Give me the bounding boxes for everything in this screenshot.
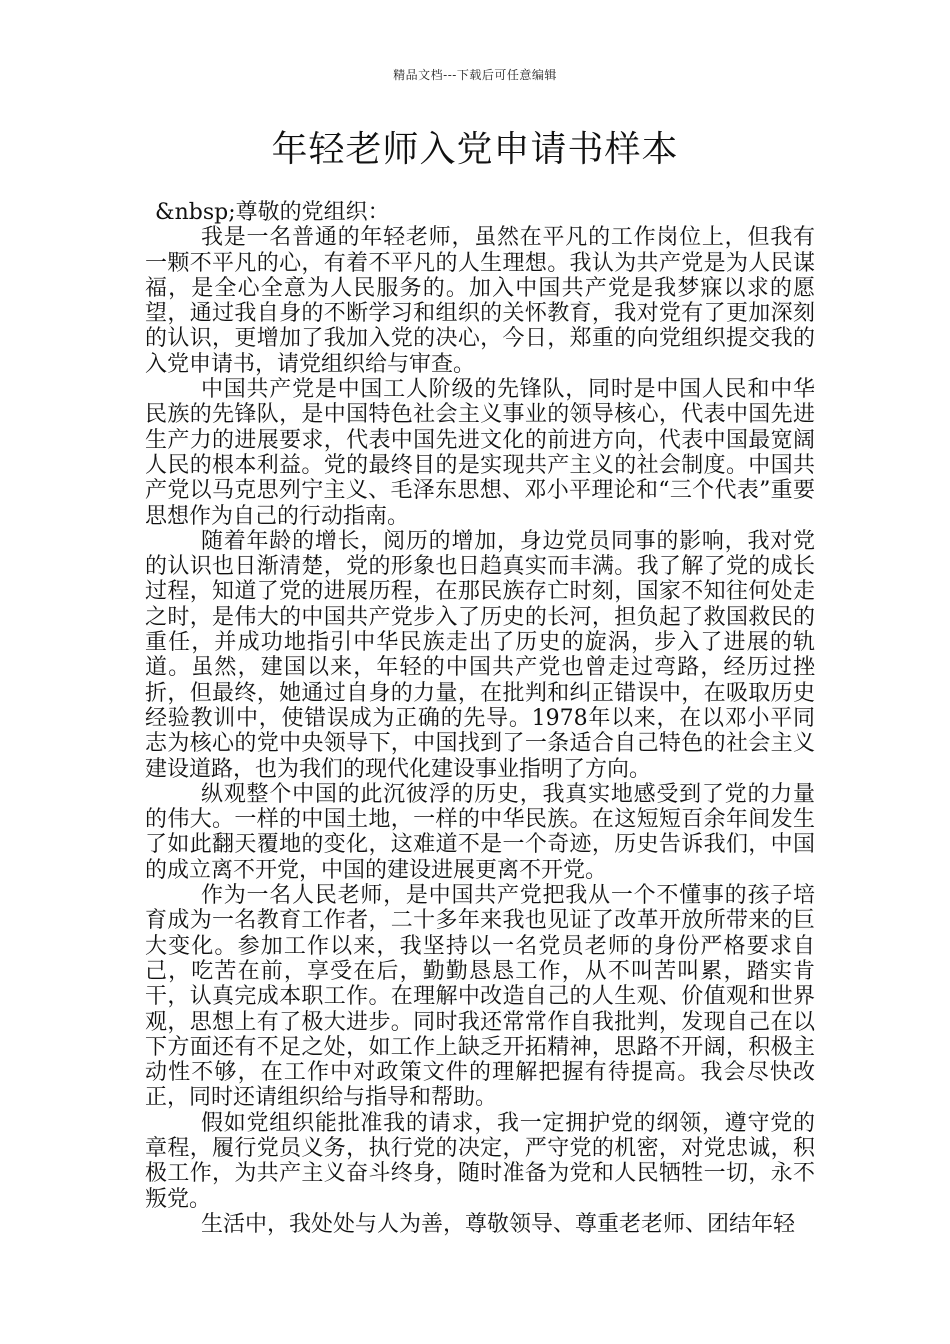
document-body: [145, 200, 815, 1237]
paragraph-6: 假如党组织能批准我的请求，我一定拥护党的纲领，遵守党的章程，履行党员义务，执行党的决定，严守党的机密，对党忠诚，积极工作，为共产主义奋斗终身，随时准备为党和人民牺牲一切，永不叛党。: [145, 1110, 815, 1212]
header-note: 精品文档---下载后可任意编辑: [393, 68, 557, 82]
paragraph-1: 我是一名普通的年轻老师，虽然在平凡的工作岗位上，但我有一颗不平凡的心，有着不平凡的人生理想。我认为共产党是为人民谋福，是全心全意为人民服务的。加入中国共产党是我梦寐以求的愿望，通过我自身的不断学习和组织的关怀教育，我对党有了更加深刻的认识，更增加了我加入党的决心，今日，郑重的向党组织提交我的入党申请书，请党组织给与审查。: [145, 225, 815, 377]
document-title: 年轻老师入党申请书样本: [271, 129, 679, 170]
salutation: &nbsp;尊敬的党组织：: [155, 200, 390, 225]
paragraph-4: 纵观整个中国的此沉彼浮的历史，我真实地感受到了党的力量的伟大。一样的中国土地，一样的中华民族。在这短短百余年间发生了如此翻天覆地的变化，这难道不是一个奇迹，历史告诉我们，中国的成立离不开党，中国的建设进展更离不开党。: [145, 781, 815, 883]
paragraph-2: 中国共产党是中国工人阶级的先锋队，同时是中国人民和中华民族的先锋队，是中国特色社会主义事业的领导核心，代表中国先进生产力的进展要求，代表中国先进文化的前进方向，代表中国最宽阔人民的根本利益。党的最终目的是实现共产主义的社会制度。中国共产党以马克思列宁主义、毛泽东思想、邓小平理论和“三个代表”重要思想作为自己的行动指南。: [145, 377, 815, 529]
paragraph-5: 作为一名人民老师，是中国共产党把我从一个不懂事的孩子培育成为一名教育工作者，二十多年来我也见证了改革开放所带来的巨大变化。参加工作以来，我坚持以一名党员老师的身份严格要求自己，吃苦在前，享受在后，勤勤恳恳工作，从不叫苦叫累，踏实肯干，认真完成本职工作。在理解中改造自己的人生观、价值观和世界观，思想上有了极大进步。同时我还常常作自我批判，发现自己在以下方面还有不足之处，如工作上缺乏开拓精神，思路不开阔，积极主动性不够，在工作中对政策文件的理解把握有待提高。我会尽快改正，同时还请组织给与指导和帮助。: [145, 883, 815, 1111]
paragraph-7: 生活中，我处处与人为善，尊敬领导、尊重老老师、团结年轻: [201, 1211, 796, 1237]
paragraph-3: 随着年龄的增长，阅历的增加，身边党员同事的影响，我对党的认识也日渐清楚，党的形象也日趋真实而丰满。我了解了党的成长过程，知道了党的进展历程，在那民族存亡时刻，国家不知往何处走之时，是伟大的中国共产党步入了历史的长河，担负起了救国救民的重任，并成功地指引中华民族走出了历史的旋涡，步入了进展的轨道。虽然，建国以来，年轻的中国共产党也曾走过弯路，经历过挫折，但最终，她通过自身的力量，在批判和纠正错误中，在吸取历史经验教训中，使错误成为正确的先导。1978年以来，在以邓小平同志为核心的党中央领导下，中国找到了一条适合自己特色的社会主义建设道路，也为我们的现代化建设事业指明了方向。: [145, 528, 815, 782]
